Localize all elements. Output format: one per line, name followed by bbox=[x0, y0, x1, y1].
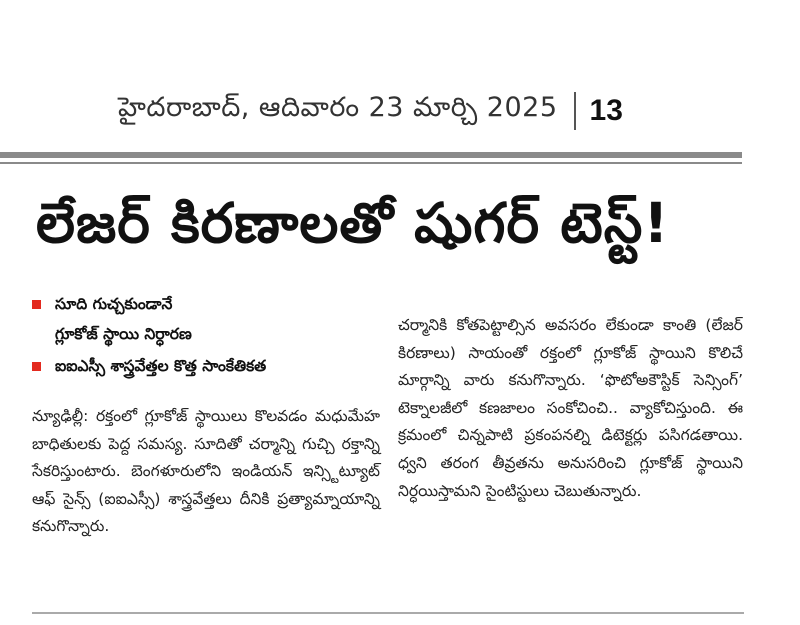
highlight-text: గ్లూకోజ్ స్థాయి నిర్ధారణ bbox=[55, 325, 192, 343]
article-paragraph: న్యూఢిల్లీ: రక్తంలో గ్లూకోజ్ స్థాయిలు కొలవడం మధుమేహ బాధితులకు పెద్ద సమస్య. సూదితో చర్మాన్ని గుచ్చి రక్తాన్ని సేకరిస్తుంటారు. బెంగళూరులోని ఇండియన్ ఇన్స్టిట్యూట్ ఆఫ్ సైన్స్ (ఐఐఎస్సీ) శాస్త్రవేత్తలు దీనికి ప్రత్యామ్నాయాన్ని కనుగొన్నారు. bbox=[32, 407, 380, 536]
red-square-bullet-icon bbox=[32, 300, 41, 309]
red-square-bullet-icon bbox=[32, 362, 41, 371]
bottom-rule bbox=[32, 612, 744, 614]
highlight-item bbox=[32, 291, 382, 317]
issue-date: హైదరాబాద్, ఆదివారం 23 మార్చి 2025 bbox=[118, 92, 558, 123]
header-rule-thin bbox=[0, 162, 742, 164]
highlight-text: సూది గుచ్చకుండానే bbox=[55, 295, 173, 313]
article-paragraph: చర్మానికి కోతపెట్టాల్సిన అవసరం లేకుండా కాంతి (లేజర్ కిరణాలు) సాయంతో రక్తంలో గ్లూకోజ్ స్థాయిని కొలిచే మార్గాన్ని వారు కనుగొన్నారు. ‘ఫొటోఅకౌస్టిక్ సెన్సింగ్’ టెక్నాలజీలో కణజాలం సంకోచించి.. వ్యాకోచిస్తుంది. ఈ క్రమంలో చిన్నపాటి ప్రకంపనల్ని డిటెక్టర్లు పసిగడతాయి. ధ్వని తరంగ తీవ్రతను అనుసరించి గ్లూకోజ్ స్థాయిని నిర్ధయిస్తామని సైంటిస్టులు చెబుతున్నారు. bbox=[398, 316, 743, 500]
dateline bbox=[118, 92, 623, 130]
headline: లేజర్ కిరణాలతో షుగర్ టెస్ట్! bbox=[36, 191, 670, 255]
highlights bbox=[32, 291, 382, 379]
highlight-item-continuation bbox=[32, 321, 382, 347]
article-column-left bbox=[32, 403, 380, 541]
dateline-separator bbox=[574, 92, 576, 130]
article-column-right bbox=[398, 312, 743, 505]
header-rule-thick bbox=[0, 152, 742, 158]
highlight-text: ఐఐఎస్సీ శాస్త్రవేత్తల కొత్త సాంకేతికత bbox=[55, 357, 267, 375]
page-number: 13 bbox=[589, 94, 623, 127]
highlight-item bbox=[32, 353, 382, 379]
